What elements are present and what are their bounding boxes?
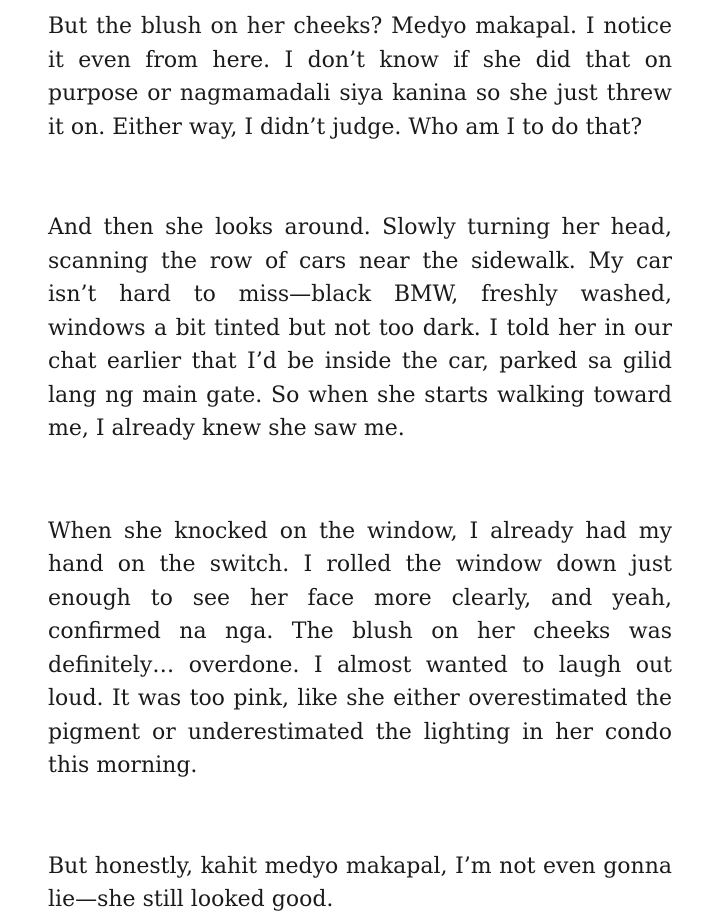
paragraph-1: But the blush on her cheeks? Medyo makapal. I notice it even from here. I don’t know if she did that on purpose or nagmamadali siya kanina so she just threw it on. Either way, I didn’t judge. Who am I to do that? xyxy=(48,14,672,140)
paragraph-4: But honestly, kahit medyo makapal, I’m not even gonna lie—she still looked good. xyxy=(48,853,672,912)
paragraph-2: And then she looks around. Slowly turning her head, scanning the row of cars near the sidewalk. My car isn’t hard to miss—black BMW, freshly washed, windows a bit tinted but not too dark. I told her in our chat earlier that I’d be inside the car, parked sa gilid lang ng main gate. So when she starts walking toward me, I already knew she saw me. xyxy=(48,215,672,441)
paragraph-3: When she knocked on the window, I already had my hand on the switch. I rolled the window down just enough to see her face more clearly, and yeah, confirmed na nga. The blush on her cheeks was definitely… overdone. I almost wanted to laugh out loud. It was too pink, like she either overestimated the pigment or underestimated the lighting in her condo this morning. xyxy=(48,518,672,778)
story-page xyxy=(48,10,672,917)
